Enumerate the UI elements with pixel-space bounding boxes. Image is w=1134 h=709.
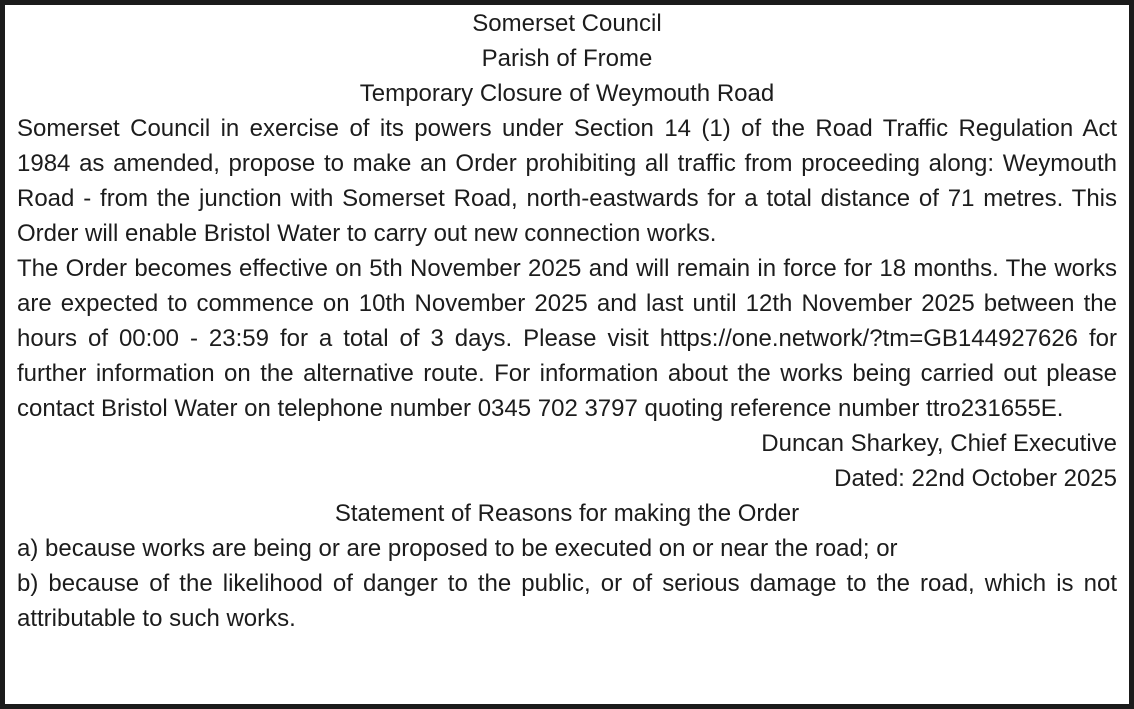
reason-item-b: b) because of the likelihood of danger to the public, or of serious damage to the road, which is not attributable to such works. (17, 570, 1117, 632)
notice-parish-heading: Parish of Frome (481, 45, 653, 72)
reason-item-a: a) because works are being or are proposed to be executed on or near the road; or (17, 535, 898, 562)
dated-line: Dated: 22nd October 2025 (834, 465, 1117, 492)
statement-of-reasons-heading: Statement of Reasons for making the Order (334, 500, 800, 527)
order-details-paragraph: The Order becomes effective on 5th November 2025 and will remain in force for 18 months. The works are expected to commence on 10th November 2025 and last until 12th November 2025 between the hours of 00:00 - 23:59 for a total of 3 days. Please visit https://one.network/?tm=GB144927626 for further information on the alternative route. For information about the works being carried out please contact Bristol Water on telephone number 0345 702 3797 quoting reference number ttro231655E. (17, 255, 1117, 422)
order-proposal-paragraph: Somerset Council in exercise of its powers under Section 14 (1) of the Road Traffic Regulation Act 1984 as amended, propose to make an Order prohibiting all traffic from proceeding along: Weymouth Road - from the junction with Somerset Road, north-eastwards for a total distance of 71 metres. This Order will enable Bristol Water to carry out new connection works. (17, 115, 1117, 247)
notice-title: Temporary Closure of Weymouth Road (359, 80, 775, 107)
signatory-line: Duncan Sharkey, Chief Executive (761, 430, 1117, 457)
notice-authority-heading: Somerset Council (472, 10, 662, 37)
